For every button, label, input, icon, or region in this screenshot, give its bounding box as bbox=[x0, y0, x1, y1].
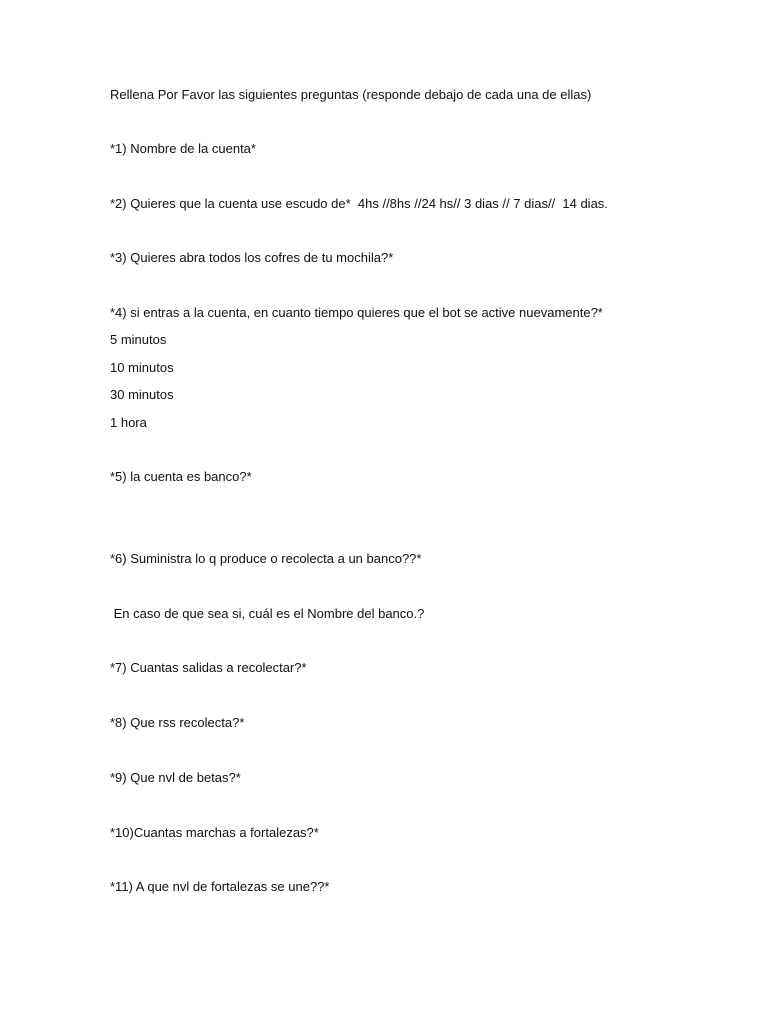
question-4: *4) si entras a la cuenta, en cuanto tiempo quieres que el bot se active nuevamente?* bbox=[110, 305, 603, 320]
question-4-option: 5 minutos bbox=[110, 332, 167, 347]
question-4-option: 10 minutos bbox=[110, 360, 174, 375]
intro-text: Rellena Por Favor las siguientes preguntas (responde debajo de cada una de ellas) bbox=[110, 87, 592, 102]
question-6: *6) Suministra lo q produce o recolecta a un banco??* bbox=[110, 551, 422, 566]
question-8: *8) Que rss recolecta?* bbox=[110, 715, 245, 730]
question-4-option: 1 hora bbox=[110, 415, 147, 430]
question-11: *11) A que nvl de fortalezas se une??* bbox=[110, 879, 330, 894]
question-1: *1) Nombre de la cuenta* bbox=[110, 141, 256, 156]
question-3: *3) Quieres abra todos los cofres de tu mochila?* bbox=[110, 250, 394, 265]
question-4-option: 30 minutos bbox=[110, 387, 174, 402]
question-5: *5) la cuenta es banco?* bbox=[110, 469, 252, 484]
question-6-followup: En caso de que sea si, cuál es el Nombre del banco.? bbox=[110, 606, 425, 621]
question-2: *2) Quieres que la cuenta use escudo de* 4hs //8hs //24 hs// 3 dias // 7 dias// 14 dias. bbox=[110, 196, 608, 211]
question-9: *9) Que nvl de betas?* bbox=[110, 770, 241, 785]
question-7: *7) Cuantas salidas a recolectar?* bbox=[110, 660, 307, 675]
question-10: *10)Cuantas marchas a fortalezas?* bbox=[110, 825, 319, 840]
